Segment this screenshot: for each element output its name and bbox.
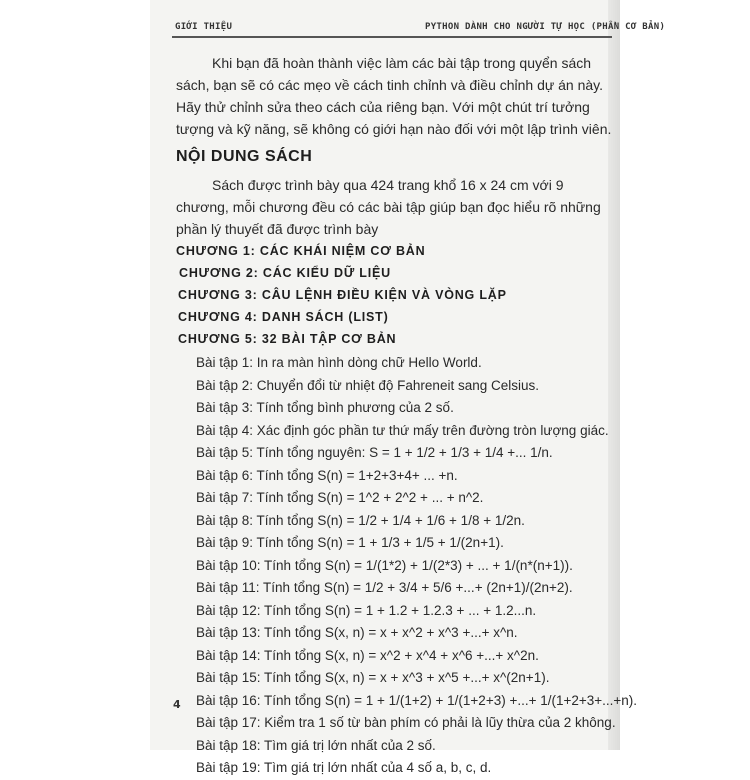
chapter-item: CHƯƠNG 3: CÂU LỆNH ĐIỀU KIỆN VÀ VÒNG LẶP: [178, 288, 507, 302]
exercise-item: Bài tập 16: Tính tổng S(n) = 1 + 1/(1+2) + 1/(1+2+3) +...+ 1/(1+2+3+...+n).: [196, 692, 638, 708]
exercise-item: Bài tập 6: Tính tổng S(n) = 1+2+3+4+ ... +n.: [196, 467, 458, 483]
exercise-item: Bài tập 17: Kiểm tra 1 số từ bàn phím có phải là lũy thừa của 2 không.: [196, 715, 616, 730]
exercise-item: Bài tập 3: Tính tổng bình phương của 2 số.: [196, 400, 454, 415]
exercise-item: Bài tập 7: Tính tổng S(n) = 1^2 + 2^2 + ... + n^2.: [196, 490, 484, 505]
chapter-item: CHƯƠNG 5: 32 BÀI TẬP CƠ BẢN: [178, 332, 397, 346]
exercise-item: Bài tập 2: Chuyển đổi từ nhiệt độ Fahreneit sang Celsius.: [196, 377, 539, 393]
exercise-item: Bài tập 5: Tính tổng nguyên: S = 1 + 1/2 + 1/3 + 1/4 +... 1/n.: [196, 445, 553, 460]
section-paragraph: Sách được trình bày qua 424 trang khổ 16 x 24 cm với 9 chương, mỗi chương đều có các bài tập giúp bạn đọc hiểu rõ những phần lý thuyết đã được trình bày: [176, 177, 601, 237]
section-title: NỘI DUNG SÁCH: [176, 148, 313, 165]
intro-paragraph: Khi bạn đã hoàn thành việc làm các bài tập trong quyển sách sách, bạn sẽ có các mẹo về cách tinh chỉnh và điều chỉnh dự án này. Hãy thử chỉnh sửa theo cách của riêng bạn. Với một chút trí tưởng tượng và kỹ năng, sẽ không có giới hạn nào đối với một lập trình viên.: [176, 55, 612, 137]
page-number: 4: [173, 698, 181, 711]
exercise-item: Bài tập 12: Tính tổng S(n) = 1 + 1.2 + 1.2.3 + ... + 1.2...n.: [196, 602, 537, 618]
page-content: [176, 52, 638, 780]
exercise-item: Bài tập 11: Tính tổng S(n) = 1/2 + 3/4 + 5/6 +...+ (2n+1)/(2n+2).: [196, 580, 573, 595]
exercise-item: Bài tập 1: In ra màn hình dòng chữ Hello World.: [196, 355, 482, 370]
header-rule: [172, 36, 612, 38]
chapter-item: CHƯƠNG 1: CÁC KHÁI NIỆM CƠ BẢN: [176, 244, 426, 258]
chapter-item: CHƯƠNG 4: DANH SÁCH (LIST): [178, 310, 389, 324]
exercise-item: Bài tập 18: Tìm giá trị lớn nhất của 2 số.: [196, 737, 436, 753]
chapter-list: [176, 240, 616, 350]
header-left: GIỚI THIỆU: [175, 22, 233, 32]
exercise-item: Bài tập 9: Tính tổng S(n) = 1 + 1/3 + 1/5 + 1/(2n+1).: [196, 535, 504, 550]
header-right: PYTHON DÀNH CHO NGƯỜI TỰ HỌC (PHẦN CƠ BẢN): [425, 22, 666, 32]
exercise-list: [176, 352, 638, 780]
exercise-item: Bài tập 13: Tính tổng S(x, n) = x + x^2 + x^3 +...+ x^n.: [196, 625, 518, 640]
exercise-item: Bài tập 8: Tính tổng S(n) = 1/2 + 1/4 + 1/6 + 1/8 + 1/2n.: [196, 512, 525, 528]
exercise-item: Bài tập 15: Tính tổng S(x, n) = x + x^3 + x^5 +...+ x^(2n+1).: [196, 670, 550, 685]
chapter-item: CHƯƠNG 2: CÁC KIỂU DỮ LIỆU: [179, 266, 391, 280]
exercise-item: Bài tập 10: Tính tổng S(n) = 1/(1*2) + 1/(2*3) + ... + 1/(n*(n+1)).: [196, 557, 573, 573]
exercise-item: Bài tập 4: Xác định góc phần tư thứ mấy trên đường tròn lượng giác.: [196, 422, 609, 438]
exercise-item: Bài tập 19: Tìm giá trị lớn nhất của 4 số a, b, c, d.: [196, 760, 492, 775]
exercise-item: Bài tập 14: Tính tổng S(x, n) = x^2 + x^4 + x^6 +...+ x^2n.: [196, 647, 539, 663]
